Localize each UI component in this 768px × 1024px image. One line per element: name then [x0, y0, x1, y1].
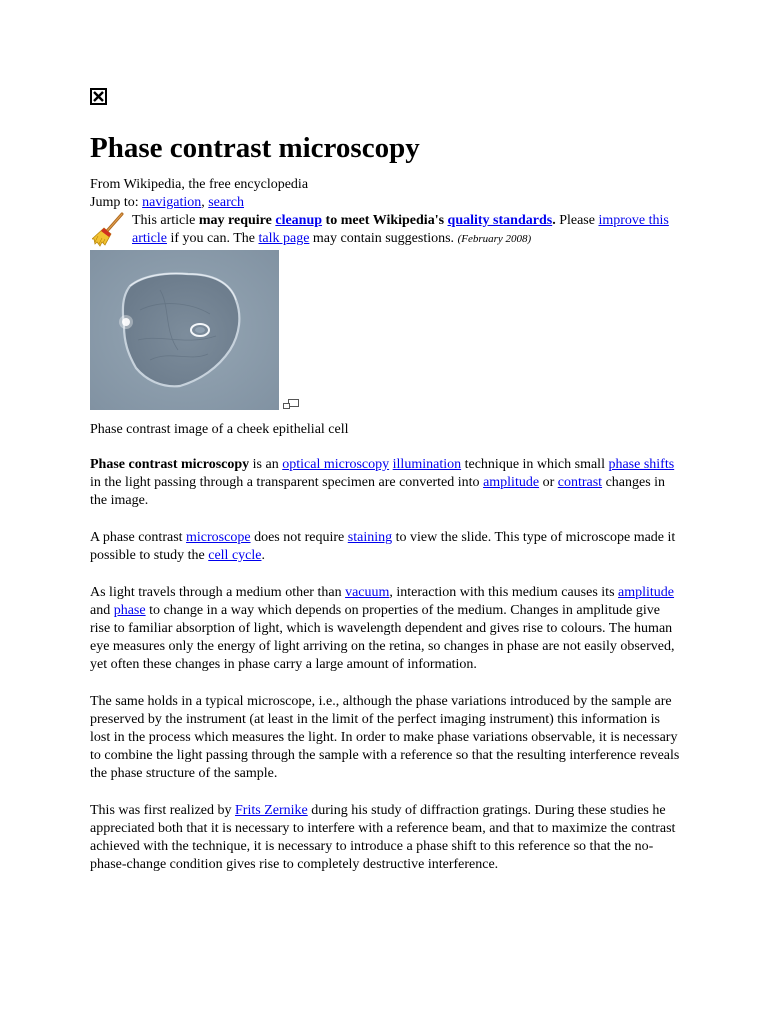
paragraph-intro: Phase contrast microscopy is an optical microscopy illumination technique in which small phase shifts in the light passing through a transparent specimen are converted into amplitude or contrast changes in the image.: [90, 457, 675, 508]
cleanup-date: (February 2008): [457, 233, 532, 245]
link-vacuum[interactable]: vacuum: [345, 585, 390, 600]
tagline: From Wikipedia, the free encyclopedia: [90, 177, 309, 192]
page-title: Phase contrast microscopy: [90, 132, 420, 164]
paragraph-typical-microscope: The same holds in a typical microscope, i.e., although the phase variations introduced by the sample are preserved by the instrument (at least in the limit of the perfect imaging instrument) this information is lost in the process which measures the light. In order to make phase variations observable, it is necessary to combine the light passing through the sample with a reference so that the resulting interference reveals the phase structure of the sample.: [90, 694, 680, 781]
link-illumination[interactable]: illumination: [392, 457, 462, 472]
jump-to: Jump to: navigation, search: [90, 195, 244, 210]
jump-search-link[interactable]: search: [208, 195, 244, 210]
jump-navigation-link[interactable]: navigation: [142, 195, 202, 210]
enlarge-icon[interactable]: [283, 399, 299, 410]
quality-standards-link[interactable]: quality standards: [447, 213, 553, 228]
cleanup-notice: This article may require cleanup to meet Wikipedia's quality standards. Please improve this article if you can. The talk page may contain suggestions. (February 2008): [90, 212, 680, 248]
link-microscope[interactable]: microscope: [186, 530, 251, 545]
link-phase[interactable]: phase: [113, 603, 146, 618]
talk-page-link[interactable]: talk page: [258, 231, 310, 246]
link-contrast[interactable]: contrast: [557, 475, 603, 490]
link-phase-shifts[interactable]: phase shifts: [608, 457, 675, 472]
link-cell-cycle[interactable]: cell cycle: [208, 548, 262, 563]
link-staining[interactable]: staining: [347, 530, 393, 545]
link-optical-microscopy[interactable]: optical microscopy: [282, 457, 390, 472]
link-amplitude[interactable]: amplitude: [483, 475, 540, 490]
link-amplitude-2[interactable]: amplitude: [618, 585, 675, 600]
jump-to-label: Jump to:: [90, 195, 143, 210]
article: [90, 88, 680, 874]
cell-micrograph[interactable]: [90, 250, 279, 410]
cleanup-link[interactable]: cleanup: [275, 213, 323, 228]
figure-caption: Phase contrast image of a cheek epithelial cell: [90, 422, 349, 437]
broken-image-icon: [90, 88, 107, 105]
improve-article-link[interactable]: improve this article: [132, 213, 669, 246]
broom-icon: [92, 212, 126, 248]
paragraph-zernike: This was first realized by Frits Zernike during his study of diffraction gratings. During these studies he appreciated both that it is necessary to interfere with a reference beam, and that to maximize the contrast achieved with the technique, it is necessary to introduce a phase shift to this reference so that the no-phase-change condition gives rise to completely destructive interference.: [90, 803, 676, 872]
paragraph-microscope: A phase contrast microscope does not require staining to view the slide. This type of microscope made it possible to study the cell cycle.: [90, 530, 676, 563]
paragraph-light-medium: As light travels through a medium other than vacuum, interaction with this medium causes its amplitude and phase to change in a way which depends on properties of the medium. Changes in amplitude give rise to familiar absorption of light, which is wavelength dependent and gives rise to colours. The human eye measures only the energy of light arriving on the retina, so changes in phase are not easily observed, yet often these changes in phase carry a large amount of information.: [90, 585, 675, 672]
link-frits-zernike[interactable]: Frits Zernike: [235, 803, 308, 818]
